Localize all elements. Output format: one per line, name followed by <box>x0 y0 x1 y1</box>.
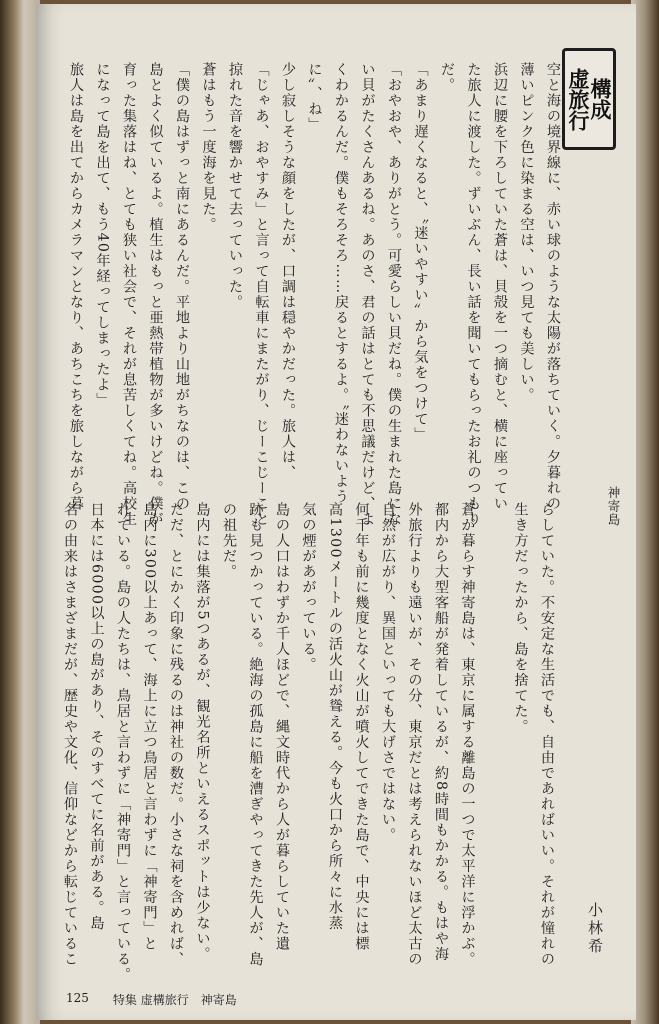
running-title: 神寄島 <box>606 486 621 527</box>
badge-line-1: 構成 <box>588 78 612 120</box>
text-column: くわかるんだ。僕もそろそろ……戻るとするよ。〝迷わないよう <box>333 62 349 505</box>
text-column: 自然が広がり、異国といっても大げさではない。 <box>380 502 396 843</box>
text-column <box>481 502 508 964</box>
badge-line-2: 虚旅行 <box>566 67 590 131</box>
footer-section-title: 特集 虚構旅行 神寄島 <box>112 993 237 1007</box>
text-column: れている。島の人たちは、鳥居と言わずに「神寄門」と言っている。 <box>115 502 131 983</box>
text-column: 空と海の境界線に、赤い球のような太陽が落ちていく。夕暮れの <box>545 62 561 512</box>
text-column: 旅人は島を出てからカメラマンとなり、あちこちを旅しながら暮 <box>68 62 84 512</box>
text-column: 島の人口はわずか千人ほどで、縄文時代から人が暮らしていた遺 <box>274 502 290 952</box>
text-column: 掠れた音を響かせて去っていった。 <box>227 62 243 310</box>
text-column: らしていた。不安定な生活でも、自由であればいい。それが憧れの <box>539 502 555 967</box>
text-column: た旅人に渡した。ずいぶん、長い話を聞いてもらったお礼のつもり <box>465 62 482 527</box>
text-column: 気の煙があがっている。 <box>300 502 317 673</box>
text-column: だ。 <box>439 62 455 93</box>
text-column: 生き方だったから、島を捨てた。 <box>512 502 529 735</box>
text-column: 島とよく似ているよ。植生はもっと亜熱帯植物が多いけどね。僕が <box>147 62 164 527</box>
text-column: ただ、とにかく印象に残るのは神社の数だ。小さな祠を含めれば、 <box>168 502 184 967</box>
text-column: 名の由来はさまざまだが、歴史や文化、信仰などから転じているこ <box>62 502 78 967</box>
text-column: 高1300メートルの活火山が聳える。今も火口から所々に水蒸 <box>327 502 343 931</box>
text-column: 蒼はもう一度海を見た。 <box>200 62 217 233</box>
author-name: 小林希 <box>586 902 604 956</box>
text-column: 浜辺に腰を下ろしていた蒼は、貝殻を一つ摘むと、横に座ってい <box>492 62 508 512</box>
section-badge <box>562 48 616 150</box>
lower-text-block <box>57 502 561 983</box>
book-edge-left <box>0 0 40 1024</box>
text-column: 島内には集落が5つあるが、観光名所といえるスポットは少ない。 <box>194 502 211 962</box>
text-column: 「おやおや、ありがとう。可愛らしい貝だね。僕の生まれた島にな <box>386 62 402 527</box>
text-column: に〟、ね」 <box>306 62 323 133</box>
text-column: 外旅行よりも遠いが、その分、東京だとは考えられないほど太古の <box>406 502 423 967</box>
upper-text-block <box>63 62 567 527</box>
text-column: い貝がたくさんあるね。あのさ、君の話はとても不思議だけど、よ <box>359 62 376 527</box>
text-column: 「あまり遅くなると、〝迷いやすい〟から気をつけて」 <box>412 62 429 443</box>
text-column: になって島を出て、もう40年経ってしまったよ」 <box>94 62 111 409</box>
text-column: の祖先だ。 <box>221 502 237 580</box>
text-column: 少し寂しそうな顔をしたが、口調は穏やかだった。旅人は、 <box>280 62 296 481</box>
text-column: 島内に300以上あって、海上に立つ鳥居と言わずに「神寄門」と <box>141 502 158 952</box>
text-column: 育った集落はね、とても狭い社会で、それが息苦しくてね。高校生 <box>121 62 137 527</box>
text-column: 日本には6000以上の島があり、そのすべてに名前がある。島 <box>88 502 105 931</box>
page-footer <box>66 991 237 1008</box>
text-column: 「じゃあ、おやすみ」と言って自転車にまたがり、じーこじーこと <box>253 62 270 527</box>
text-column: 「僕の島はずっと南にあるんだ。平地より山地がちなのは、この <box>174 62 190 512</box>
book-page <box>36 4 636 1020</box>
text-column: 跡も見つかっている。絶海の孤島に船を漕ぎやってきた先人が、島 <box>247 502 264 967</box>
page-number: 125 <box>66 991 89 1005</box>
text-column: 蒼が暮らす神寄島は、東京に属する離島の一つで太平洋に浮かぶ。 <box>459 502 476 967</box>
text-column: 都内から大型客船が発着しているが、約8時間もかかる。もはや海 <box>433 502 449 962</box>
text-column: 何千年も前に幾度となく火山が噴火してできた島で、中央には標 <box>353 502 370 952</box>
text-column: 薄いピンク色に染まる空は、いつ見ても美しい。 <box>518 62 535 403</box>
